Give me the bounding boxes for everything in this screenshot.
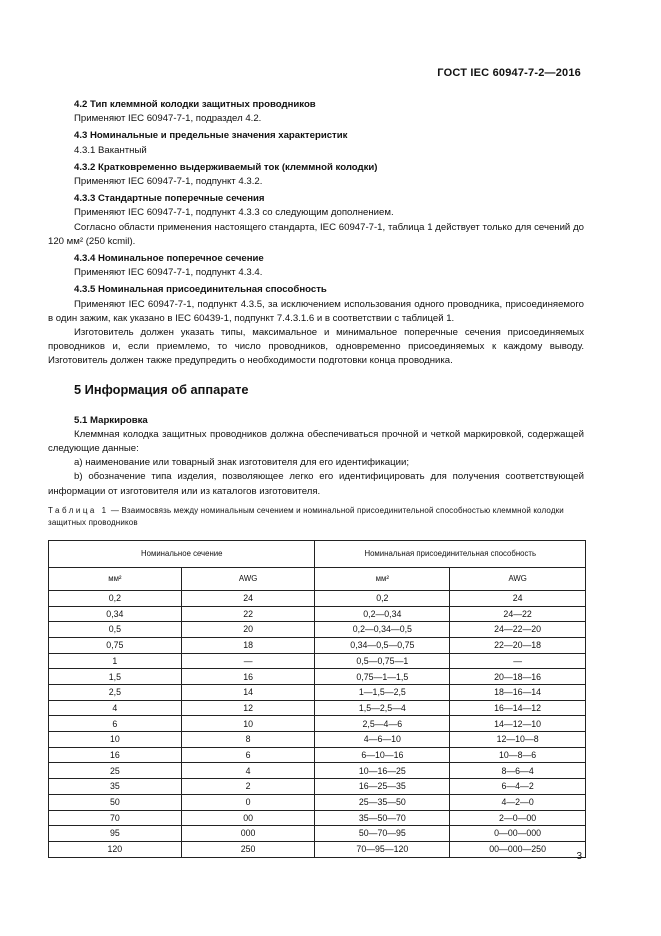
section-5-1-item-a: a) наименование или товарный знак изготовителя для его идентификации; — [74, 457, 410, 469]
table-cell: 24 — [181, 590, 315, 606]
table-cell: 4 — [181, 763, 315, 779]
table-cell: 4—6—10 — [315, 732, 450, 748]
table-row — [49, 747, 586, 763]
table-cell: 0,5 — [49, 622, 182, 638]
table-cell: 70—95—120 — [315, 841, 450, 857]
section-4-3-2-text: Применяют IEC 60947-7-1, подпункт 4.3.2. — [74, 176, 263, 188]
table-cell: 20—18—16 — [450, 669, 586, 685]
table-cell: 25—35—50 — [315, 794, 450, 810]
section-5-title: 5 Информация об аппарате — [74, 381, 249, 397]
table-cell: 4 — [49, 700, 182, 716]
table-cell: 2,5 — [49, 685, 182, 701]
table-row — [49, 779, 586, 795]
table-cell: 0,5—0,75—1 — [315, 653, 450, 669]
table-cell: 00—000—250 — [450, 841, 586, 857]
section-4-3-5-text1: Применяют IEC 60947-7-1, подпункт 4.3.5, за исключением использования одного проводника, присоединяемого в один зажим, как указано в IEC 60439-1, подпункт 7.4.3.1.6 и в соответствии с таблицей 1. — [48, 298, 584, 324]
table-cell: 16 — [49, 747, 182, 763]
table-cell: 50 — [49, 794, 182, 810]
table-cell: 24—22—20 — [450, 622, 586, 638]
table-cell: 0,2—0,34—0,5 — [315, 622, 450, 638]
unit-header: AWG — [450, 567, 586, 590]
table-cell: 6—10—16 — [315, 747, 450, 763]
section-5-1-item-b: b) обозначение типа изделия, позволяющее легко его идентифицировать для получения соответствующей информации от изготовителя или из каталогов изготовителя. — [48, 471, 584, 497]
connection-capacity-table — [48, 540, 586, 858]
table-cell: 25 — [49, 763, 182, 779]
table-cell: 18—16—14 — [450, 685, 586, 701]
table-cell: 8—6—4 — [450, 763, 586, 779]
table-row — [49, 763, 586, 779]
table-cell: 16—14—12 — [450, 700, 586, 716]
table-row — [49, 606, 586, 622]
table-cell: 70 — [49, 810, 182, 826]
table-cell: 2 — [181, 779, 315, 795]
table-row — [49, 794, 586, 810]
table-cell: 0,34 — [49, 606, 182, 622]
table-cell: 120 — [49, 841, 182, 857]
table-cell: 24 — [450, 590, 586, 606]
table-row — [49, 732, 586, 748]
table-cell: 1—1,5—2,5 — [315, 685, 450, 701]
table-cell: 1,5—2,5—4 — [315, 700, 450, 716]
page-content — [48, 95, 584, 858]
table-row — [49, 716, 586, 732]
table-cell: 22 — [181, 606, 315, 622]
table-cell: 16 — [181, 669, 315, 685]
table-row — [49, 669, 586, 685]
table-cell: 20 — [181, 622, 315, 638]
unit-header: мм² — [49, 567, 182, 590]
table-cell: 0,2 — [315, 590, 450, 606]
table-cell: 6 — [49, 716, 182, 732]
table-row — [49, 841, 586, 857]
table-cell: 18 — [181, 637, 315, 653]
table-cell: 10 — [49, 732, 182, 748]
section-4-3-title: 4.3 Номинальные и предельные значения характеристик — [74, 130, 348, 142]
table-cell: 35 — [49, 779, 182, 795]
table-cell: 1 — [49, 653, 182, 669]
table-cell: 10—16—25 — [315, 763, 450, 779]
section-5-1-title: 5.1 Маркировка — [74, 414, 148, 426]
table-cell: 6—4—2 — [450, 779, 586, 795]
table-cell: — — [450, 653, 586, 669]
table-cell: 12 — [181, 700, 315, 716]
table-cell: 12—10—8 — [450, 732, 586, 748]
table-cell: 0,2 — [49, 590, 182, 606]
table-cell: 50—70—95 — [315, 826, 450, 842]
page-number: 3 — [576, 851, 582, 862]
table-row — [49, 810, 586, 826]
section-4-3-4-title: 4.3.4 Номинальное поперечное сечение — [74, 253, 264, 265]
table-cell: 00 — [181, 810, 315, 826]
table-cell: — — [181, 653, 315, 669]
table-row — [49, 700, 586, 716]
table-cell: 22—20—18 — [450, 637, 586, 653]
table-cell: 35—50—70 — [315, 810, 450, 826]
table-cell: 16—25—35 — [315, 779, 450, 795]
table-cell: 24—22 — [450, 606, 586, 622]
table-cell: 0—00—000 — [450, 826, 586, 842]
section-4-2-title: 4.2 Тип клеммной колодки защитных проводников — [74, 99, 316, 110]
header-rated-connecting-capacity: Номинальная присоединительная способность — [315, 540, 586, 567]
unit-header: AWG — [181, 567, 315, 590]
table-caption — [48, 505, 584, 529]
table-cell: 95 — [49, 826, 182, 842]
table-cell: 0,34—0,5—0,75 — [315, 637, 450, 653]
section-4-2-text: Применяют IEC 60947-7-1, подраздел 4.2. — [74, 113, 262, 125]
section-5-1-text: Клеммная колодка защитных проводников должна обеспечиваться прочной и четкой маркировкой, содержащей следующие данные: — [48, 428, 584, 455]
section-4-3-5-text2: Изготовитель должен указать типы, максимальное и минимальное поперечные сечения присоединяемых проводников и, если приемлемо, то число проводников, одновременно присоединяемых к каждому выводу. Изготовитель должен также предупредить о необходимости подготовки конца проводника. — [48, 327, 584, 367]
header-rated-section: Номинальное сечение — [49, 540, 315, 567]
table-cell: 10—8—6 — [450, 747, 586, 763]
table-cell: 0,75—1—1,5 — [315, 669, 450, 685]
table-row — [49, 685, 586, 701]
table-cell: 10 — [181, 716, 315, 732]
table-cell: 8 — [181, 732, 315, 748]
table-cell: 6 — [181, 747, 315, 763]
section-4-3-3-text2: Согласно области применения настоящего стандарта, IEC 60947-7-1, таблица 1 действует только для сечений до 120 мм² (250 kcmil). — [48, 221, 584, 247]
table-group-header-row — [49, 540, 586, 567]
table-cell: 0,75 — [49, 637, 182, 653]
table-cell: 4—2—0 — [450, 794, 586, 810]
table-row — [49, 622, 586, 638]
table-row — [49, 590, 586, 606]
table-cell: 250 — [181, 841, 315, 857]
table-cell: 0 — [181, 794, 315, 810]
section-4-3-3-title: 4.3.3 Стандартные поперечные сечения — [74, 193, 265, 205]
table-cell: 1,5 — [49, 669, 182, 685]
table-cell: 14—12—10 — [450, 716, 586, 732]
table-caption-text: — Взаимосвязь между номинальным сечением и номинальной присоединительной способностью клеммной колодки защитных проводников — [48, 505, 564, 527]
section-4-3-1: 4.3.1 Вакантный — [74, 144, 147, 156]
section-4-3-4-text: Применяют IEC 60947-7-1, подпункт 4.3.4. — [74, 267, 263, 279]
section-4-3-2-title: 4.3.2 Кратковременно выдерживаемый ток (клеммной колодки) — [74, 161, 378, 173]
section-4-3-3-text1: Применяют IEC 60947-7-1, подпункт 4.3.3 со следующим дополнением. — [74, 207, 394, 219]
table-unit-header-row — [49, 567, 586, 590]
unit-header: мм² — [315, 567, 450, 590]
table-row — [49, 826, 586, 842]
table-cell: 0,2—0,34 — [315, 606, 450, 622]
document-id-header: ГОСТ IEC 60947-7-2—2016 — [437, 67, 581, 79]
table-cell: 2,5—4—6 — [315, 716, 450, 732]
table-cell: 000 — [181, 826, 315, 842]
table-cell: 14 — [181, 685, 315, 701]
table-row — [49, 637, 586, 653]
table-cell: 2—0—00 — [450, 810, 586, 826]
section-4-3-5-title: 4.3.5 Номинальная присоединительная способность — [74, 284, 327, 296]
table-caption-label: Таблица 1 — [48, 505, 109, 515]
table-row — [49, 653, 586, 669]
